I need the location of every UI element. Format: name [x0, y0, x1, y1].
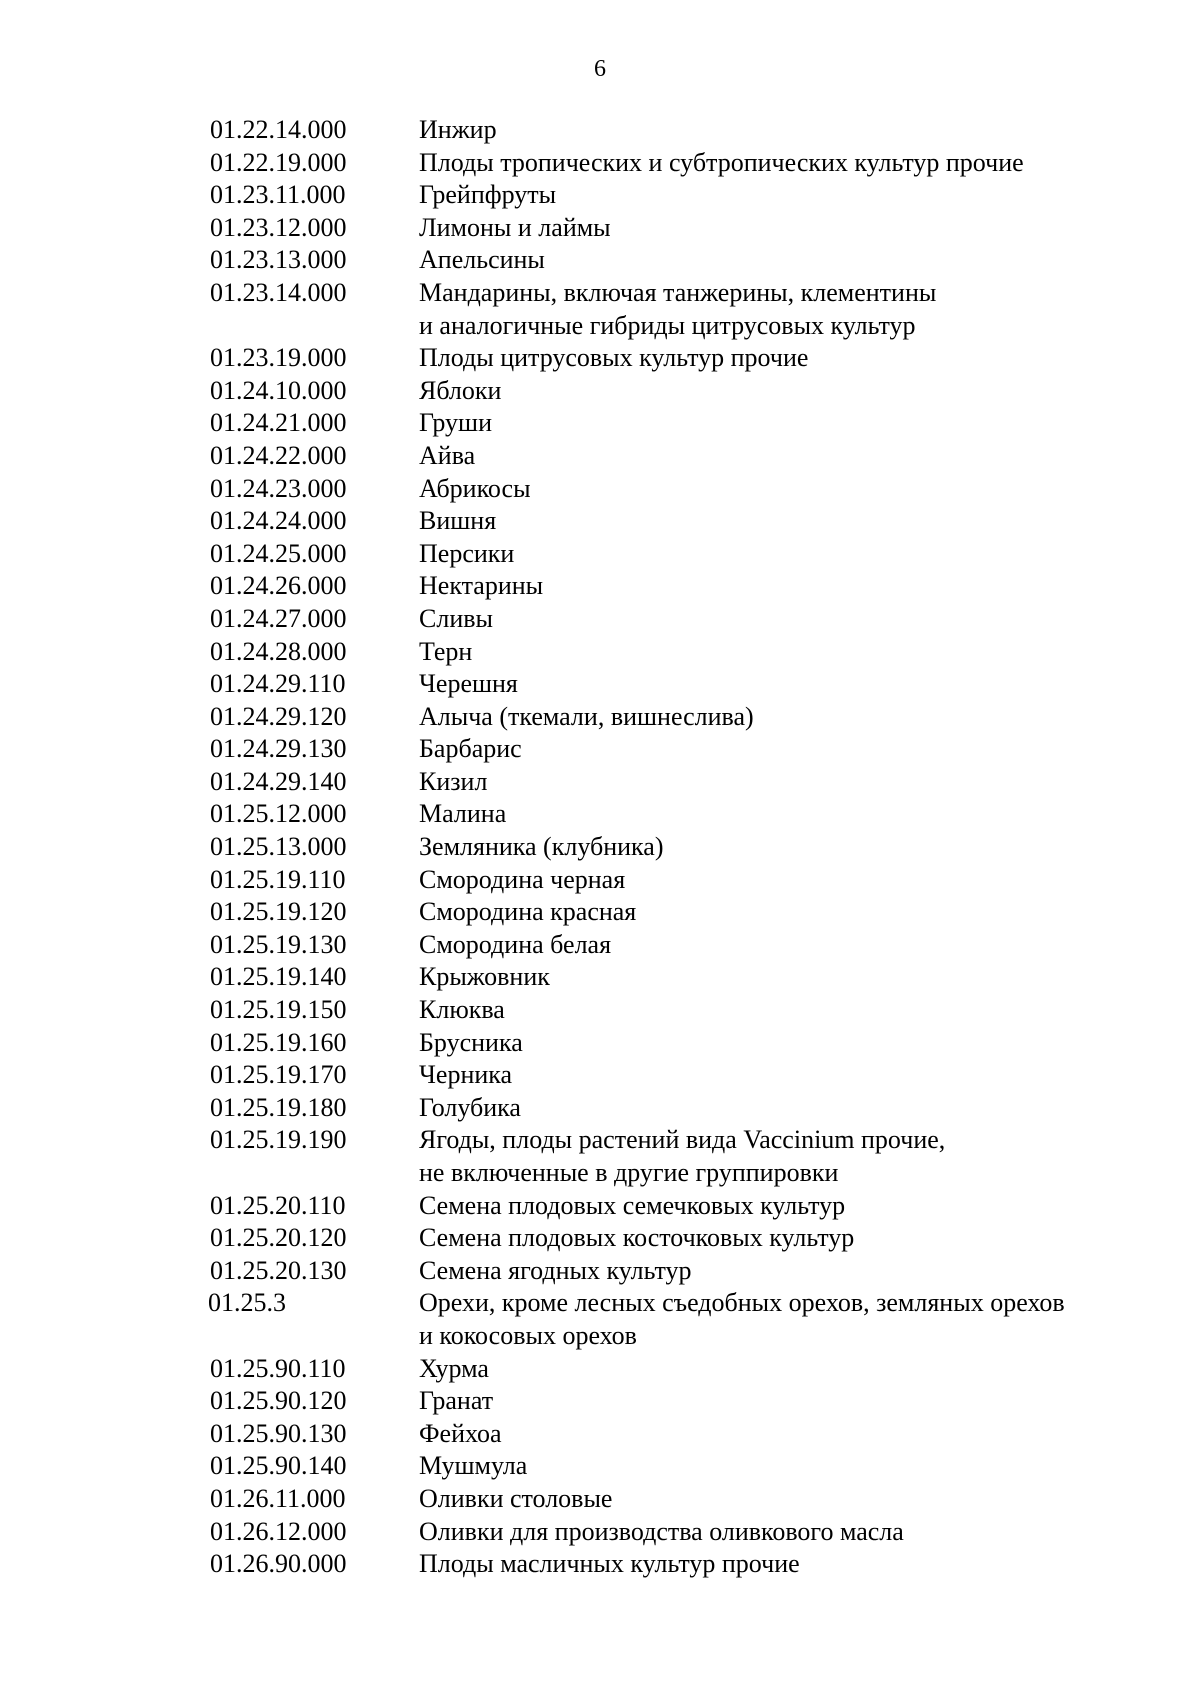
item-description-line: Хурма	[419, 1353, 489, 1383]
item-description	[419, 1385, 1200, 1418]
item-description-line: Сливы	[419, 603, 493, 633]
list-item	[0, 1255, 1200, 1288]
item-code: 01.22.19.000	[210, 147, 347, 177]
item-code: 01.23.12.000	[210, 212, 347, 242]
item-description-line: Смородина красная	[419, 897, 637, 927]
item-description	[419, 1190, 1200, 1223]
item-description	[419, 798, 1200, 831]
item-description	[419, 994, 1200, 1027]
item-description-line: Оливки для производства оливкового масла	[419, 1516, 904, 1546]
list-item	[0, 1385, 1200, 1418]
item-description	[419, 1516, 1200, 1549]
item-code: 01.24.24.000	[210, 506, 347, 536]
item-code: 01.25.19.110	[210, 864, 346, 894]
list-item	[0, 1027, 1200, 1060]
list-item	[0, 636, 1200, 669]
list-item	[0, 147, 1200, 180]
item-description	[419, 1450, 1200, 1483]
item-code: 01.24.29.120	[210, 701, 347, 731]
item-code: 01.24.22.000	[210, 440, 347, 470]
list-item	[0, 1516, 1200, 1549]
list-item	[0, 1124, 1200, 1189]
item-description	[419, 896, 1200, 929]
item-code: 01.25.19.170	[210, 1060, 347, 1090]
item-description	[419, 1222, 1200, 1255]
item-description	[419, 1418, 1200, 1451]
list-item	[0, 1450, 1200, 1483]
list-item	[0, 114, 1200, 147]
list-item	[0, 994, 1200, 1027]
item-description	[419, 179, 1200, 212]
item-description	[419, 766, 1200, 799]
list-item	[0, 1483, 1200, 1516]
item-description	[419, 570, 1200, 603]
item-description-line: Семена плодовых семечковых культур	[419, 1190, 846, 1220]
item-description-line: Голубика	[419, 1092, 521, 1122]
item-description-line: Лимоны и лаймы	[419, 212, 611, 242]
item-description-line: Земляника (клубника)	[419, 832, 664, 862]
item-description-line: Яблоки	[419, 375, 502, 405]
item-code: 01.25.20.110	[210, 1190, 346, 1220]
item-code: 01.25.19.130	[210, 929, 347, 959]
item-description	[419, 1548, 1200, 1581]
item-description	[419, 1353, 1200, 1386]
item-code: 01.23.19.000	[210, 343, 347, 373]
list-item	[0, 961, 1200, 994]
list-item	[0, 440, 1200, 473]
page-number: 6	[594, 56, 606, 82]
item-description-line: Клюква	[419, 995, 505, 1025]
list-item	[0, 929, 1200, 962]
item-code: 01.25.90.140	[210, 1451, 347, 1481]
item-description	[419, 440, 1200, 473]
item-code: 01.24.23.000	[210, 473, 347, 503]
item-code: 01.25.19.150	[210, 995, 347, 1025]
item-code: 01.24.27.000	[210, 603, 347, 633]
list-item	[0, 342, 1200, 375]
item-code: 01.25.20.120	[210, 1223, 347, 1253]
list-item	[0, 407, 1200, 440]
item-description-line: Персики	[419, 538, 515, 568]
item-description-line: Терн	[419, 636, 473, 666]
item-description	[419, 668, 1200, 701]
item-description	[419, 961, 1200, 994]
list-item	[0, 1548, 1200, 1581]
item-code: 01.25.90.120	[210, 1386, 347, 1416]
item-code: 01.25.12.000	[210, 799, 347, 829]
item-description	[419, 244, 1200, 277]
list-item	[0, 277, 1200, 342]
item-code: 01.24.10.000	[210, 375, 347, 405]
list-item	[0, 668, 1200, 701]
item-description-line: Кизил	[419, 766, 488, 796]
item-description	[419, 831, 1200, 864]
item-description-line: Инжир	[419, 115, 497, 144]
item-description-line: Мушмула	[419, 1451, 528, 1481]
item-code: 01.25.13.000	[210, 832, 347, 862]
item-description-line: Вишня	[419, 506, 497, 536]
item-code: 01.25.3	[208, 1288, 286, 1318]
item-description	[419, 1124, 1200, 1189]
item-description-line: Апельсины	[419, 245, 545, 275]
item-description	[419, 212, 1200, 245]
list-item	[0, 831, 1200, 864]
item-description-line: Фейхоа	[419, 1418, 502, 1448]
item-description-line: Абрикосы	[419, 473, 531, 503]
item-description-line: Плоды цитрусовых культур прочие	[419, 343, 809, 373]
item-code: 01.23.11.000	[210, 180, 346, 210]
item-description-line: и кокосовых орехов	[419, 1320, 637, 1350]
item-description-line: Мандарины, включая танжерины, клементины	[419, 277, 937, 307]
item-description-line: Айва	[419, 440, 476, 470]
item-description-line: Плоды масличных культур прочие	[419, 1549, 800, 1579]
item-description	[419, 603, 1200, 636]
item-description	[419, 114, 1200, 147]
item-description-line: Плоды тропических и субтропических культур прочие	[419, 147, 1024, 177]
item-code: 01.25.90.110	[210, 1353, 346, 1383]
classification-list	[0, 114, 1200, 1581]
item-description	[419, 147, 1200, 180]
list-item	[0, 570, 1200, 603]
item-code: 01.25.20.130	[210, 1255, 347, 1285]
item-description-line: Смородина черная	[419, 864, 626, 894]
item-description	[419, 864, 1200, 897]
item-description-line: Малина	[419, 799, 507, 829]
item-description-line: Черника	[419, 1060, 513, 1090]
item-description	[419, 407, 1200, 440]
item-code: 01.24.21.000	[210, 408, 347, 438]
list-item	[0, 701, 1200, 734]
item-description-line: и аналогичные гибриды цитрусовых культур	[419, 310, 916, 340]
item-description-line: Орехи, кроме лесных съедобных орехов, земляных орехов	[419, 1288, 1065, 1318]
item-description	[419, 1287, 1200, 1352]
item-description-line: Семена плодовых косточковых культур	[419, 1223, 855, 1253]
item-description-line: Смородина белая	[419, 929, 612, 959]
item-code: 01.26.12.000	[210, 1516, 347, 1546]
item-code: 01.25.19.190	[210, 1125, 347, 1155]
list-item	[0, 1222, 1200, 1255]
item-code: 01.24.29.140	[210, 766, 347, 796]
item-description	[419, 342, 1200, 375]
item-code: 01.23.14.000	[210, 277, 347, 307]
item-description	[419, 1059, 1200, 1092]
item-code: 01.24.29.110	[210, 669, 346, 699]
item-description	[419, 375, 1200, 408]
list-item	[0, 1059, 1200, 1092]
list-item	[0, 505, 1200, 538]
item-description-line: Барбарис	[419, 734, 522, 764]
item-description-line: Крыжовник	[419, 962, 550, 992]
item-description	[419, 929, 1200, 962]
item-description	[419, 1255, 1200, 1288]
list-item	[0, 538, 1200, 571]
item-description	[419, 733, 1200, 766]
item-code: 01.22.14.000	[210, 115, 347, 144]
list-item	[0, 375, 1200, 408]
list-item	[0, 864, 1200, 897]
item-description	[419, 636, 1200, 669]
item-code: 01.25.90.130	[210, 1418, 347, 1448]
list-item	[0, 1190, 1200, 1223]
item-description-line: не включенные в другие группировки	[419, 1158, 839, 1187]
list-item	[0, 244, 1200, 277]
item-description	[419, 277, 1200, 342]
list-item	[0, 766, 1200, 799]
item-code: 01.26.90.000	[210, 1549, 347, 1579]
item-description-line: Ягоды, плоды растений вида Vaccinium прочие,	[419, 1125, 946, 1155]
item-code: 01.24.28.000	[210, 636, 347, 666]
item-description-line: Семена ягодных культур	[419, 1255, 692, 1285]
item-description-line: Черешня	[419, 669, 518, 699]
list-item	[0, 1092, 1200, 1125]
list-item	[0, 733, 1200, 766]
list-item	[0, 1418, 1200, 1451]
list-item	[0, 896, 1200, 929]
item-code: 01.26.11.000	[210, 1483, 346, 1513]
list-item	[0, 1353, 1200, 1386]
item-description	[419, 1483, 1200, 1516]
item-description	[419, 1027, 1200, 1060]
item-description	[419, 1092, 1200, 1125]
item-description-line: Алыча (ткемали, вишнеслива)	[419, 701, 754, 731]
item-code: 01.25.19.160	[210, 1027, 347, 1057]
item-description	[419, 538, 1200, 571]
item-description-line: Оливки столовые	[419, 1483, 613, 1513]
item-description	[419, 473, 1200, 506]
item-description	[419, 505, 1200, 538]
item-description	[419, 701, 1200, 734]
list-item	[0, 212, 1200, 245]
list-item	[0, 179, 1200, 212]
item-code: 01.23.13.000	[210, 245, 347, 275]
item-description-line: Гранат	[419, 1386, 494, 1416]
item-code: 01.24.25.000	[210, 538, 347, 568]
list-item	[0, 473, 1200, 506]
item-code: 01.24.26.000	[210, 571, 347, 601]
list-item	[0, 603, 1200, 636]
list-item	[0, 798, 1200, 831]
item-code: 01.25.19.120	[210, 897, 347, 927]
item-description-line: Грейпфруты	[419, 180, 557, 210]
item-description-line: Нектарины	[419, 571, 544, 601]
item-code: 01.25.19.140	[210, 962, 347, 992]
item-code: 01.24.29.130	[210, 734, 347, 764]
item-code: 01.25.19.180	[210, 1092, 347, 1122]
item-description-line: Брусника	[419, 1027, 523, 1057]
list-item	[0, 1287, 1200, 1352]
item-description-line: Груши	[419, 408, 492, 438]
